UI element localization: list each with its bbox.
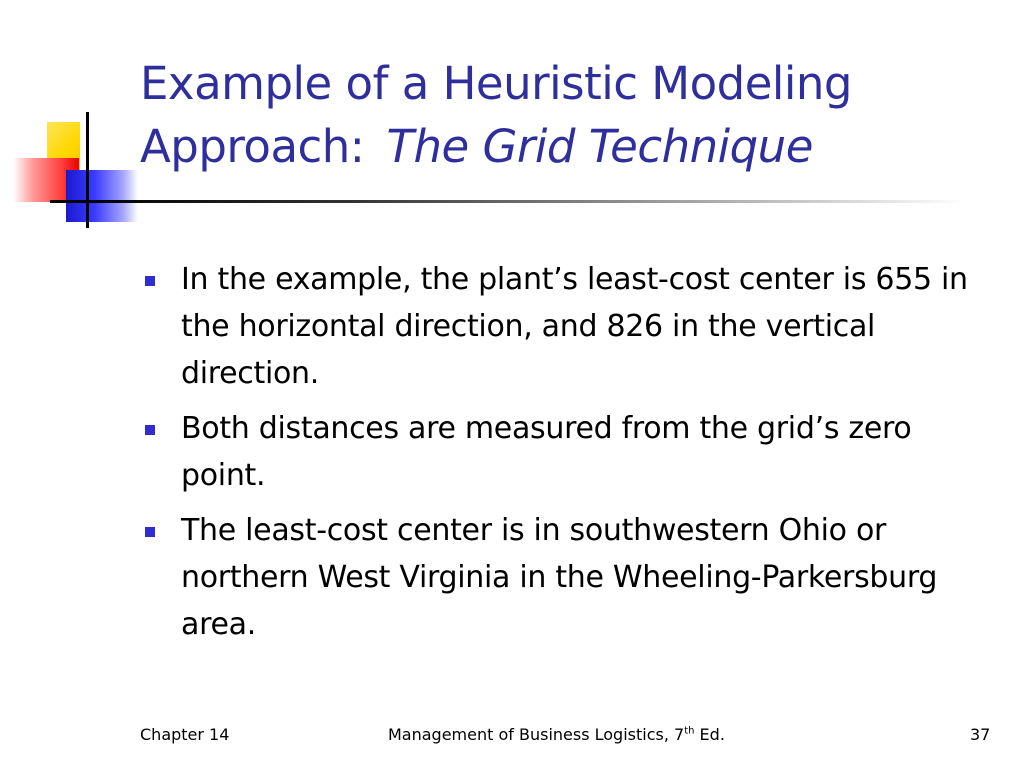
footer-page-number: 37 [970,725,991,744]
footer-book-title [388,724,725,746]
bullet-text: Both distances are measured from the grid’s zero point. [181,411,912,493]
bullet-item [145,256,985,397]
logo-blue-square [66,170,138,222]
footer-title-suffix: Ed. [694,725,725,744]
title-line-1: Example of a Heuristic Modeling [140,57,852,110]
bullet-square-icon [145,425,155,435]
bullet-text: In the example, the plant’s least-cost center is 655 in the horizontal direction, and 826 in the vertical direction. [181,262,968,391]
bullet-text: The least-cost center is in southwestern Ohio or northern West Virginia in the Wheeling-Parkersburg area. [181,513,938,642]
logo-vertical-line [86,112,89,228]
footer-chapter: Chapter 14 [140,725,230,744]
slide-logo-decoration [0,0,150,240]
bullet-item [145,507,985,648]
logo-horizontal-line [50,200,90,203]
bullet-list [145,256,985,656]
slide-title [140,52,1000,178]
bullet-square-icon [145,276,155,286]
title-divider [88,200,968,203]
footer-title-text: Management of Business Logistics, 7 [388,725,685,744]
title-line-2: Approach: [140,120,365,173]
bullet-item [145,405,985,499]
bullet-square-icon [145,527,155,537]
title-italic-subtitle: The Grid Technique [386,120,813,173]
footer-title-sup: th [684,725,695,737]
